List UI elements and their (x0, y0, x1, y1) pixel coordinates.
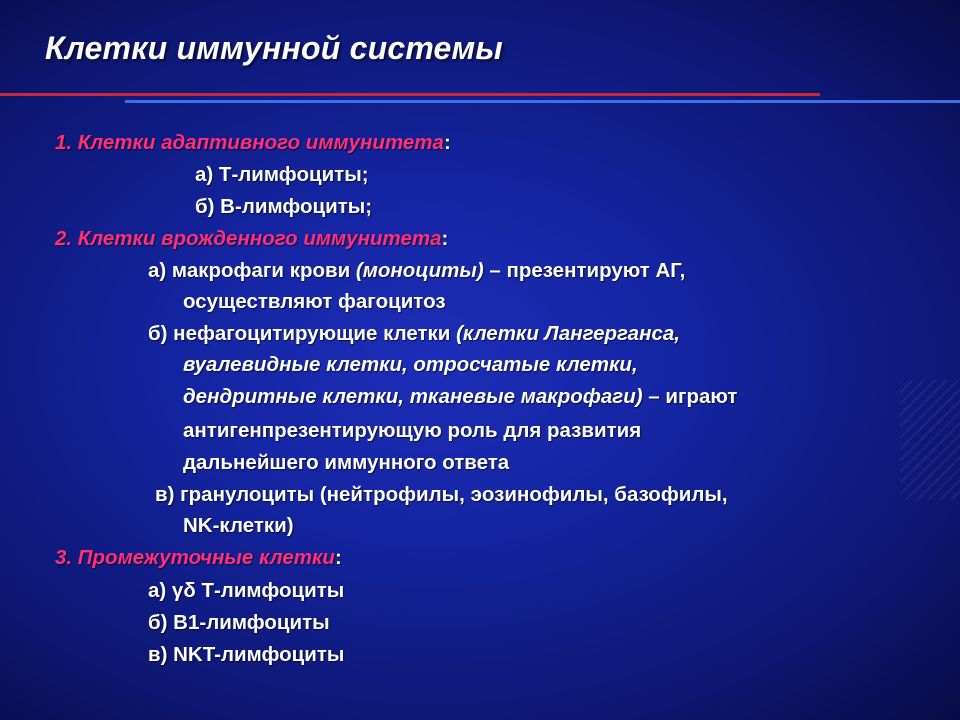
slide-title: Клетки иммунной системы (45, 30, 503, 66)
section-2-item-c-line2: NK-клетки) (183, 514, 294, 537)
section-2-item-b-line3: дендритные клетки, тканевые макрофаги) – играют (183, 385, 738, 408)
section-2-item-b-line5: дальнейшего иммунного ответа (183, 451, 510, 474)
section-2-item-a-line2: осуществляют фагоцитоз (183, 290, 446, 313)
section-1-item-a: а) Т-лимфоциты; (195, 163, 369, 186)
section-3-item-c: в) NKT-лимфоциты (148, 643, 345, 666)
section-2-item-b-line4: антигенпрезентирующую роль для развития (183, 419, 642, 442)
section-2-item-c-line1: в) гранулоциты (нейтрофилы, эозинофилы, базофилы, (155, 483, 728, 506)
section-1-heading: 1. Клетки адаптивного иммунитета: (55, 131, 451, 154)
section-1-item-b: б) В-лимфоциты; (195, 195, 373, 218)
section-3-heading: 3. Промежуточные клетки: (55, 546, 342, 569)
section-2-item-a-line1: а) макрофаги крови (моноциты) – презентируют АГ, (148, 259, 686, 282)
section-2-item-b-line2: вуалевидные клетки, отросчатые клетки, (183, 353, 638, 376)
section-2-item-b-line1: б) нефагоцитирующие клетки (клетки Лангерганса, (148, 322, 680, 345)
section-3-item-b: б) В1-лимфоциты (148, 611, 330, 634)
section-3-item-a: а) γδ Т-лимфоциты (148, 579, 345, 602)
section-2-heading: 2. Клетки врожденного иммунитета: (55, 227, 449, 250)
